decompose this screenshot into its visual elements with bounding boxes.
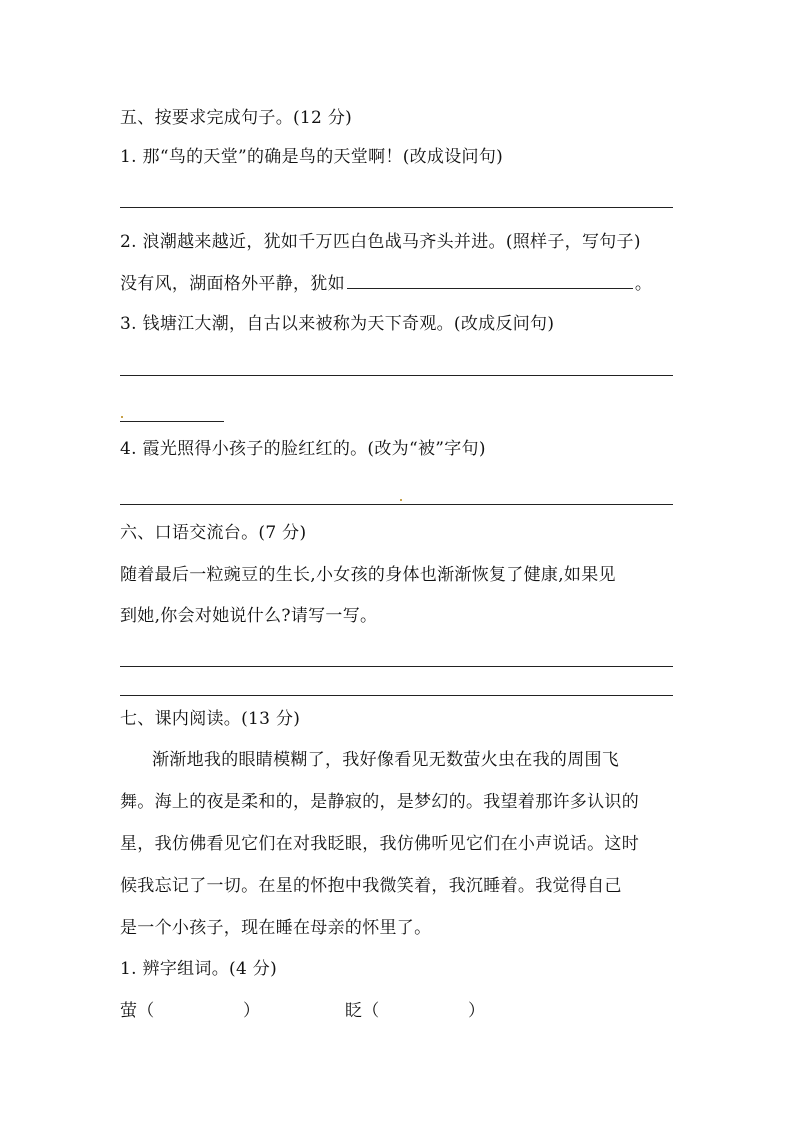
section6-heading: 六、口语交流台。(7 分) [120, 523, 307, 543]
question-5-2-fill [120, 272, 652, 295]
passage-line: 候我忘记了一切。在星的怀抱中我微笑着，我沉睡着。我觉得自己 [120, 876, 622, 896]
word-group-char2-blank[interactable] [385, 1000, 465, 1022]
word-group-char1-blank[interactable] [160, 1000, 240, 1022]
question-5-1: 1. 那“鸟的天堂”的确是鸟的天堂啊！(改成设问句) [120, 147, 504, 167]
answer-line-5-4[interactable] [120, 504, 673, 505]
fill-prefix: 没有风，湖面格外平静，犹如 [120, 274, 345, 294]
word-group-char2-close: ） [468, 1001, 486, 1021]
question-7-1: 1. 辨字组词。(4 分) [120, 959, 278, 979]
answer-line-6-1[interactable] [120, 666, 673, 667]
word-group-char2-label: 眨（ [345, 1001, 380, 1021]
section6-prompt-line1: 随着最后一粒豌豆的生长,小女孩的身体也渐渐恢复了健康,如果见 [120, 565, 616, 585]
answer-line-5-3-continued[interactable] [120, 421, 224, 422]
question-5-2: 2. 浪潮越来越近，犹如千万匹白色战马齐头并进。(照样子，写句子) [120, 232, 641, 252]
speck-mark [400, 499, 402, 501]
answer-line-5-3[interactable] [120, 375, 673, 376]
passage-line: 舞。海上的夜是柔和的，是静寂的，是梦幻的。我望着那许多认识的 [120, 792, 639, 812]
question-5-3: 3. 钱塘江大潮，自古以来被称为天下奇观。(改成反问句) [120, 314, 555, 334]
fill-suffix: 。 [634, 274, 653, 294]
speck-mark [121, 416, 123, 418]
word-group-char1-label: 萤（ [120, 1001, 155, 1021]
section6-prompt-line2: 到她,你会对她说什么?请写一写。 [120, 606, 378, 626]
passage-line: 星，我仿佛看见它们在对我眨眼，我仿佛听见它们在小声说话。这时 [120, 834, 639, 854]
section5-heading: 五、按要求完成句子。(12 分) [120, 108, 353, 128]
answer-line-5-1[interactable] [120, 207, 673, 208]
fill-blank[interactable] [347, 272, 633, 289]
passage-line: 是一个小孩子，现在睡在母亲的怀里了。 [120, 918, 432, 938]
question-5-4: 4. 霞光照得小孩子的脸红红的。(改为“被”字句) [120, 439, 486, 459]
answer-line-6-2[interactable] [120, 695, 673, 696]
passage-line: 渐渐地我的眼睛模糊了，我好像看见无数萤火虫在我的周围飞 [152, 750, 620, 770]
section7-heading: 七、课内阅读。(13 分) [120, 709, 301, 729]
word-group-char1-close: ） [243, 1001, 261, 1021]
